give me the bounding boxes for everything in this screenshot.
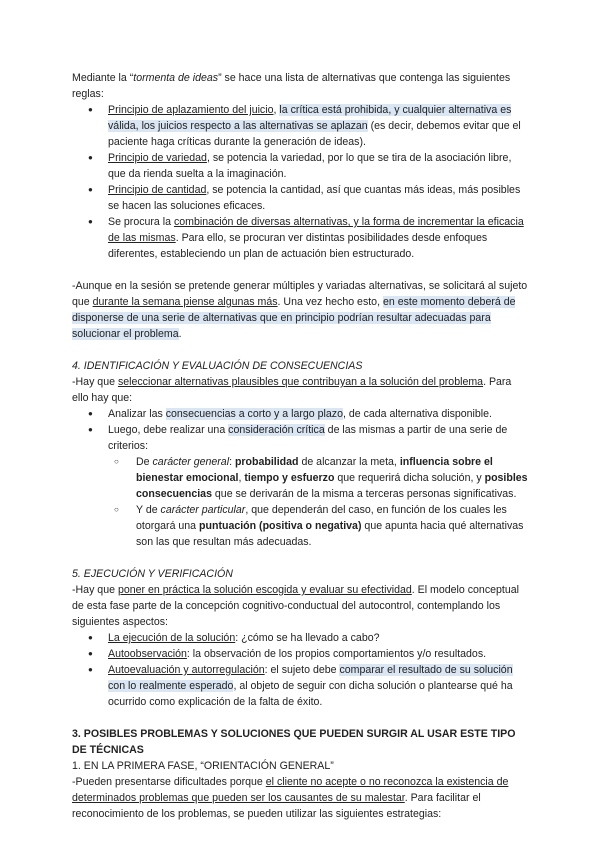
rule-item: ● Principio de variedad, se potencia la variedad, por lo que se tira de la asociación libre, que da rienda suelta a la imaginación. (72, 150, 530, 182)
criteria-item: ○ Y de carácter particular, que dependerán del caso, en función de los cuales les otorgará una puntuación (positiva o negativa) que apunta hacia qué alternativas son las que resultan más adecuadas. (72, 502, 530, 550)
section3-title: 3. POSIBLES PROBLEMAS Y SOLUCIONES QUE PUEDEN SURGIR AL USAR ESTE TIPO DE TÉCNICAS (72, 728, 516, 756)
spacer (72, 550, 530, 566)
spacer (72, 710, 530, 726)
spacer (72, 342, 530, 358)
paragraph-alternatives: -Aunque en la sesión se pretende generar múltiples y variadas alternativas, se solicitará al sujeto que durante la semana piense algunas más. Una vez hecho esto, en este momento deberá de disponerse de una serie de alternativas que en principio podrían resultar adecuadas para solucionar el problema. (72, 280, 528, 340)
list-item: ● La ejecución de la solución: ¿cómo se ha llevado a cabo? (72, 630, 530, 646)
list-item: ● Autoobservación: la observación de los propios comportamientos y/o resultados. (72, 646, 530, 662)
section4-paragraph: -Hay que seleccionar alternativas plausibles que contribuyan a la solución del problema. Para ello hay que: (72, 376, 512, 404)
section4-list (72, 406, 530, 550)
section5-title: 5. EJECUCIÓN Y VERIFICACIÓN (72, 568, 233, 580)
list-item: ● Analizar las consecuencias a corto y a largo plazo, de cada alternativa disponible. (72, 406, 530, 422)
document-body (72, 70, 530, 822)
rule-item: ● Principio de aplazamiento del juicio, la crítica está prohibida, y cualquier alternativa es válida, los juicios respecto a las alternativas se aplazan (es decir, debemos evitar que el paciente haga críticas durante la generación de ideas). (72, 102, 530, 150)
rules-list (72, 102, 530, 262)
section4-title: 4. IDENTIFICACIÓN Y EVALUACIÓN DE CONSECUENCIAS (72, 360, 363, 372)
criteria-list (108, 454, 530, 550)
section3-paragraph: -Pueden presentarse dificultades porque el cliente no acepte o no reconozca la existencia de determinados problemas que pueden ser los causantes de su malestar. Para facilitar el reconocimiento de los problemas, se pueden utilizar las siguientes estrategias: (72, 776, 509, 820)
list-item: ● Autoevaluación y autorregulación: el sujeto debe comparar el resultado de su solución con lo realmente esperado, al objeto de seguir con dicha solución o plantearse qué ha ocurrido como explicación de la falta de éxito. (72, 662, 530, 710)
spacer (72, 262, 530, 278)
section5-list (72, 630, 530, 710)
criteria-item: ○ De carácter general: probabilidad de alcanzar la meta, influencia sobre el bienestar emocional, tiempo y esfuerzo que requerirá dicha solución, y posibles consecuencias que se derivarán de la misma a terceras personas significativas. (72, 454, 530, 502)
rule-item: ● Se procura la combinación de diversas alternativas, y la forma de incrementar la eficacia de las mismas. Para ello, se procuran ver distintas posibilidades desde enfoques diferentes, estableciendo un plan de actuación bien estructurado. (72, 214, 530, 262)
section5-paragraph: -Hay que poner en práctica la solución escogida y evaluar su efectividad. El modelo conceptual de esta fase parte de la concepción cognitivo-conductual del autocontrol, contemplando los siguientes aspectos: (72, 584, 519, 628)
intro-paragraph: Mediante la “tormenta de ideas” se hace una lista de alternativas que contenga las siguientes reglas: (72, 72, 511, 100)
rule-item: ● Principio de cantidad, se potencia la cantidad, así que cuantas más ideas, más posibles se hacen las soluciones eficaces. (72, 182, 530, 214)
section3-subtitle: 1. EN LA PRIMERA FASE, “ORIENTACIÓN GENERAL” (72, 760, 334, 772)
list-item: ● Luego, debe realizar una consideración crítica de las mismas a partir de una serie de criterios: ○ De carácter general: probabilidad de alcanzar la meta, influencia sobre el bienestar emocional, tiempo y esfuerzo que requerirá dicha solución, y posibles consecuencias que se derivarán de la misma a terceras personas significativas. ○ Y de carácter particular, que dependerán del caso, en función de los cuales les otorgará una puntuación (positiva o negativa) que apunta hacia qué alternativas son las que resultan más adecuadas. (72, 422, 530, 550)
